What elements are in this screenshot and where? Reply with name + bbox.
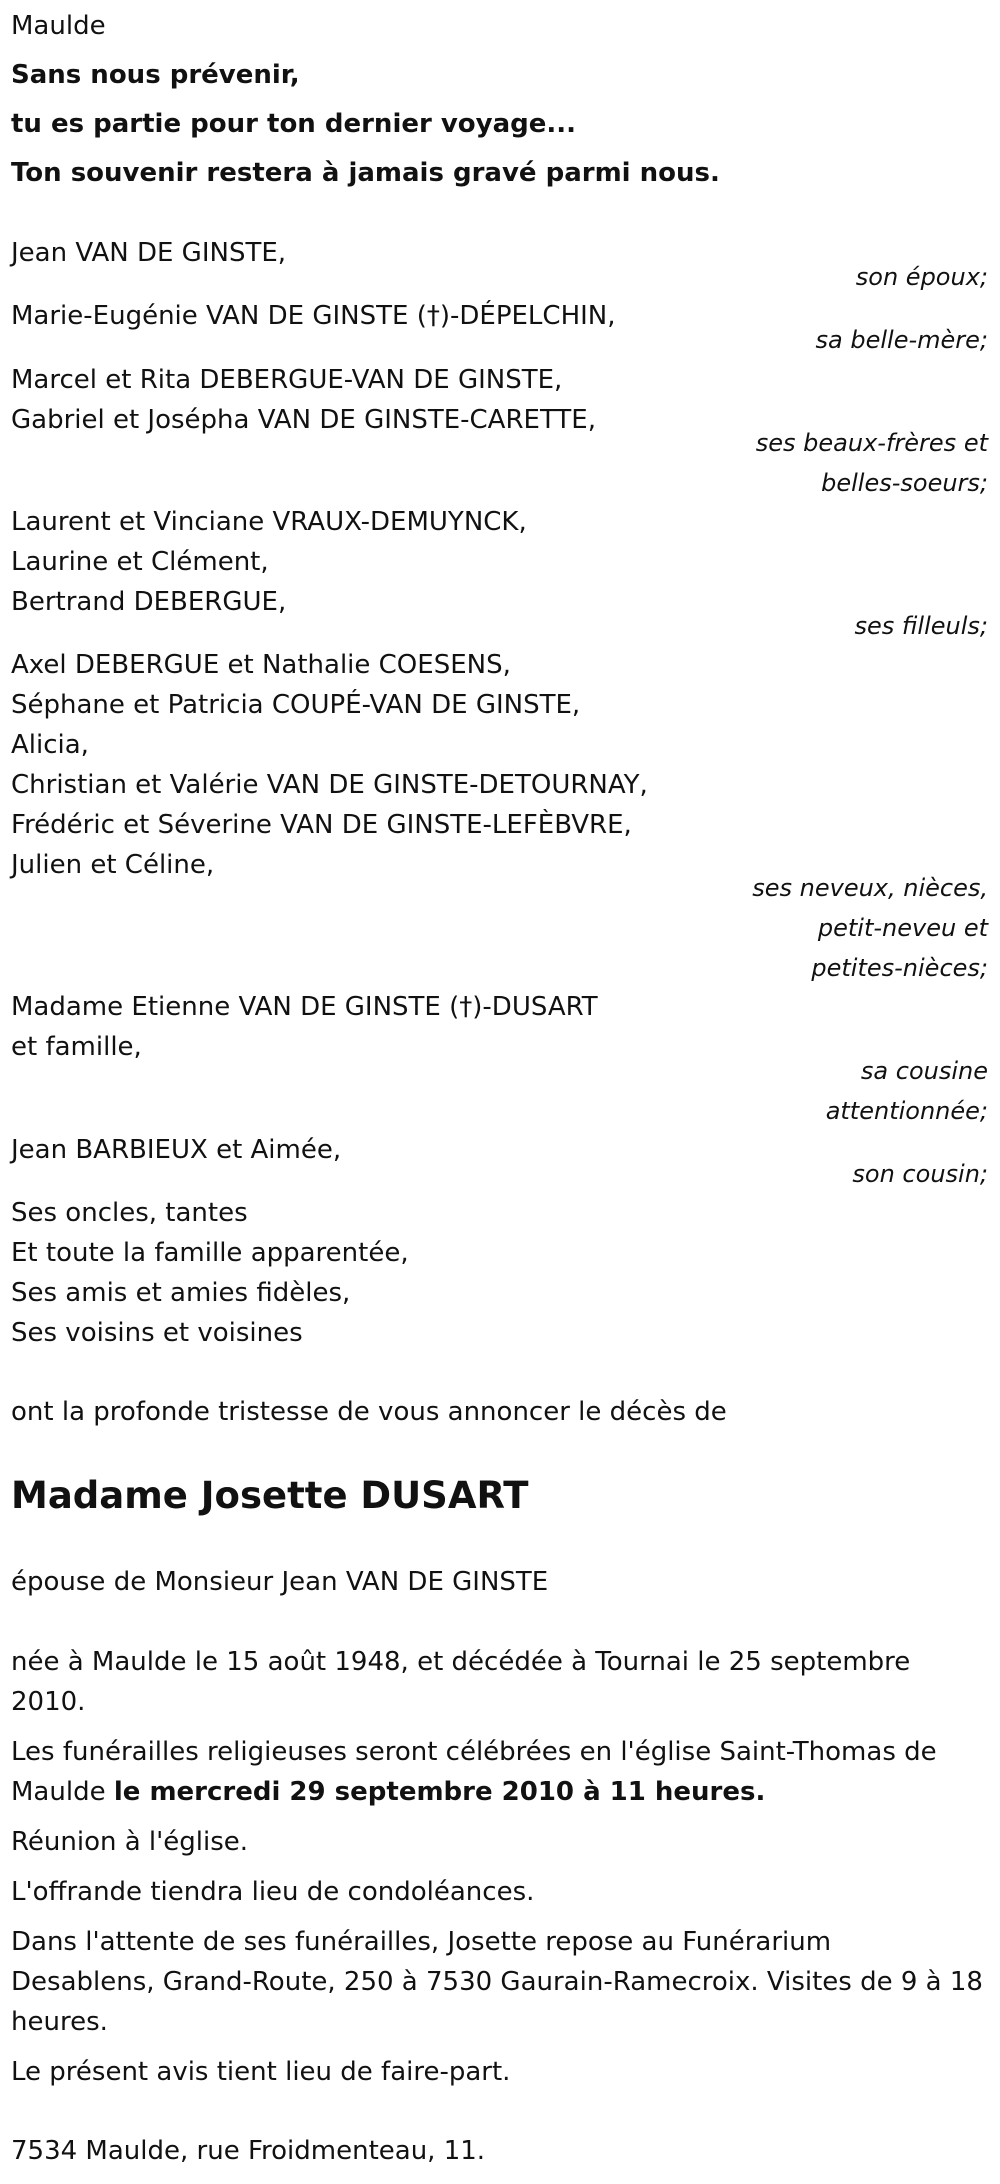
cousin-name: et famille, [11, 1032, 142, 1062]
nephew-name: Frédéric et Séverine VAN DE GINSTE-LEFÈBVRE, [11, 810, 632, 840]
cousin-role: son cousin; [852, 1160, 988, 1188]
funeral-line-2 [11, 1772, 765, 1812]
godchild-name: Bertrand DEBERGUE, [11, 587, 287, 617]
in-laws-role-line-1: ses beaux-frères et [755, 429, 988, 457]
nephew-name: Séphane et Patricia COUPÉ-VAN DE GINSTE, [11, 690, 581, 720]
cousin-role-line-1: sa cousine [860, 1057, 988, 1085]
godchildren-role: ses filleuls; [854, 612, 988, 640]
verse-line-3: Ton souvenir restera à jamais gravé parmi nous. [11, 158, 720, 188]
meeting-line: Réunion à l'église. [11, 1827, 249, 1857]
announcement-text: ont la profonde tristesse de vous annoncer le décès de [11, 1397, 727, 1427]
funeral-date-time: le mercredi 29 septembre 2010 à 11 heures. [113, 1777, 766, 1807]
rest-line-1: Dans l'attente de ses funérailles, Josette repose au Funérarium [11, 1927, 832, 1957]
funeral-place: Maulde [11, 1777, 114, 1807]
nephew-name: Axel DEBERGUE et Nathalie COESENS, [11, 650, 511, 680]
in-law-name: Marcel et Rita DEBERGUE-VAN DE GINSTE, [11, 365, 563, 395]
nephew-name: Julien et Céline, [11, 850, 215, 880]
rest-line-2: Desablens, Grand-Route, 250 à 7530 Gaurain-Ramecroix. Visites de 9 à 18 [11, 1967, 983, 1997]
offering-line: L'offrande tiendra lieu de condoléances. [11, 1877, 535, 1907]
relatives-line: Et toute la famille apparentée, [11, 1238, 409, 1268]
deceased-name: Madame Josette DUSART [11, 1474, 529, 1517]
nephews-role-line-1: ses neveux, nièces, [752, 874, 988, 902]
godchild-name: Laurent et Vinciane VRAUX-DEMUYNCK, [11, 507, 527, 537]
cousin-role-line-2: attentionnée; [825, 1097, 988, 1125]
nephew-name: Alicia, [11, 730, 89, 760]
mother-in-law-role: sa belle-mère; [815, 326, 988, 354]
godchild-name: Laurine et Clément, [11, 547, 269, 577]
locality: Maulde [11, 11, 106, 41]
address-line: 7534 Maulde, rue Froidmenteau, 11. [11, 2136, 486, 2166]
relatives-line: Ses oncles, tantes [11, 1198, 248, 1228]
relatives-line: Ses amis et amies fidèles, [11, 1278, 351, 1308]
spouse-line: épouse de Monsieur Jean VAN DE GINSTE [11, 1567, 549, 1597]
rest-line-3: heures. [11, 2007, 108, 2037]
cousin-name: Jean BARBIEUX et Aimée, [11, 1135, 342, 1165]
funeral-line-1: Les funérailles religieuses seront célébrées en l'église Saint-Thomas de [11, 1737, 937, 1767]
mother-in-law-name: Marie-Eugénie VAN DE GINSTE (†)-DÉPELCHIN, [11, 301, 616, 331]
husband-name: Jean VAN DE GINSTE, [11, 238, 287, 268]
in-law-name: Gabriel et Josépha VAN DE GINSTE-CARETTE, [11, 405, 596, 435]
nephew-name: Christian et Valérie VAN DE GINSTE-DETOURNAY, [11, 770, 648, 800]
nephews-role-line-3: petites-nièces; [811, 954, 988, 982]
notice-line: Le présent avis tient lieu de faire-part. [11, 2057, 511, 2087]
birth-death-line-2: 2010. [11, 1687, 86, 1717]
in-laws-role-line-2: belles-soeurs; [821, 469, 988, 497]
relatives-line: Ses voisins et voisines [11, 1318, 303, 1348]
verse-line-1: Sans nous prévenir, [11, 60, 300, 90]
nephews-role-line-2: petit-neveu et [817, 914, 988, 942]
cousin-name: Madame Etienne VAN DE GINSTE (†)-DUSART [11, 992, 598, 1022]
verse-line-2: tu es partie pour ton dernier voyage... [11, 109, 577, 139]
birth-death-line-1: née à Maulde le 15 août 1948, et décédée à Tournai le 25 septembre [11, 1647, 911, 1677]
husband-role: son époux; [855, 263, 988, 291]
